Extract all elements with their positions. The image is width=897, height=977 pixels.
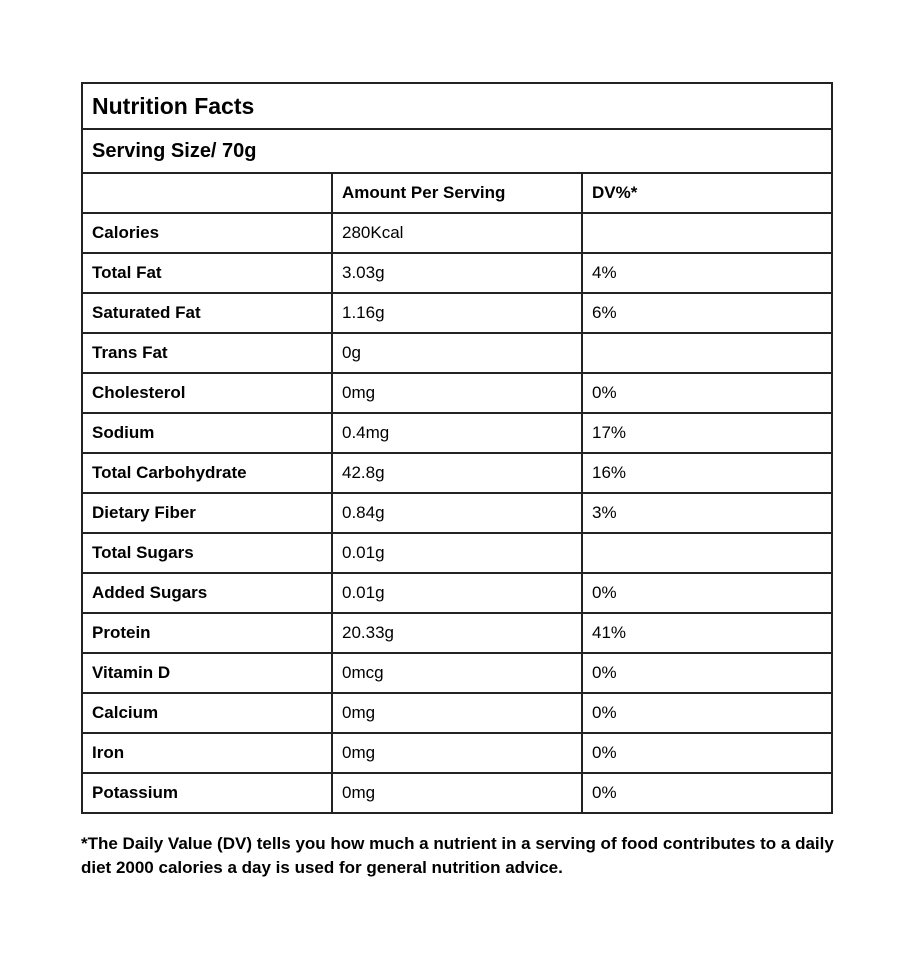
nutrient-amount: 0g (332, 333, 582, 373)
nutrient-amount: 280Kcal (332, 213, 582, 253)
table-row (82, 333, 832, 373)
table-row (82, 613, 832, 653)
serving-size-row (82, 129, 832, 173)
table-row (82, 413, 832, 453)
column-header-row (82, 173, 832, 213)
table-row (82, 693, 832, 733)
serving-size: Serving Size/ 70g (82, 129, 832, 173)
table-row (82, 573, 832, 613)
nutrient-amount: 20.33g (332, 613, 582, 653)
nutrient-amount: 3.03g (332, 253, 582, 293)
nutrient-name: Sodium (82, 413, 332, 453)
table-row (82, 213, 832, 253)
nutrient-name: Calcium (82, 693, 332, 733)
table-row (82, 533, 832, 573)
table-row (82, 733, 832, 773)
nutrient-amount: 0.4mg (332, 413, 582, 453)
nutrient-dv: 0% (582, 373, 832, 413)
nutrient-dv (582, 213, 832, 253)
nutrient-amount: 42.8g (332, 453, 582, 493)
nutrient-dv: 0% (582, 693, 832, 733)
nutrient-amount: 0.01g (332, 573, 582, 613)
nutrient-amount: 1.16g (332, 293, 582, 333)
nutrient-dv: 4% (582, 253, 832, 293)
nutrient-amount: 0mg (332, 773, 582, 813)
nutrient-name: Potassium (82, 773, 332, 813)
nutrient-dv: 16% (582, 453, 832, 493)
nutrient-name: Cholesterol (82, 373, 332, 413)
nutrient-amount: 0mg (332, 373, 582, 413)
table-row (82, 293, 832, 333)
nutrient-dv: 0% (582, 773, 832, 813)
nutrient-name: Trans Fat (82, 333, 332, 373)
nutrient-dv: 0% (582, 733, 832, 773)
nutrition-facts-table (81, 82, 833, 814)
nutrient-dv: 41% (582, 613, 832, 653)
nutrient-name: Vitamin D (82, 653, 332, 693)
table-row (82, 373, 832, 413)
nutrient-amount: 0.84g (332, 493, 582, 533)
nutrient-dv (582, 333, 832, 373)
nutrient-amount: 0mcg (332, 653, 582, 693)
nutrient-name: Dietary Fiber (82, 493, 332, 533)
table-row (82, 773, 832, 813)
nutrient-name: Calories (82, 213, 332, 253)
title-row (82, 83, 832, 129)
nutrient-amount: 0mg (332, 733, 582, 773)
column-header-amount: Amount Per Serving (332, 173, 582, 213)
nutrient-dv: 6% (582, 293, 832, 333)
nutrient-dv: 17% (582, 413, 832, 453)
nutrient-dv (582, 533, 832, 573)
table-row (82, 653, 832, 693)
label-title: Nutrition Facts (82, 83, 832, 129)
table-row (82, 493, 832, 533)
table-row (82, 453, 832, 493)
nutrient-name: Total Carbohydrate (82, 453, 332, 493)
nutrient-amount: 0.01g (332, 533, 582, 573)
nutrient-name: Added Sugars (82, 573, 332, 613)
nutrient-dv: 0% (582, 653, 832, 693)
nutrient-name: Iron (82, 733, 332, 773)
nutrient-name: Protein (82, 613, 332, 653)
nutrient-amount: 0mg (332, 693, 582, 733)
column-header-nutrient (82, 173, 332, 213)
nutrient-dv: 0% (582, 573, 832, 613)
table-row (82, 253, 832, 293)
nutrient-name: Saturated Fat (82, 293, 332, 333)
nutrient-name: Total Sugars (82, 533, 332, 573)
nutrient-name: Total Fat (82, 253, 332, 293)
nutrient-dv: 3% (582, 493, 832, 533)
daily-value-footnote: *The Daily Value (DV) tells you how much a nutrient in a serving of food contributes to a daily diet 2000 calories a day is used for general nutrition advice. (81, 834, 834, 877)
column-header-dv: DV%* (582, 173, 832, 213)
